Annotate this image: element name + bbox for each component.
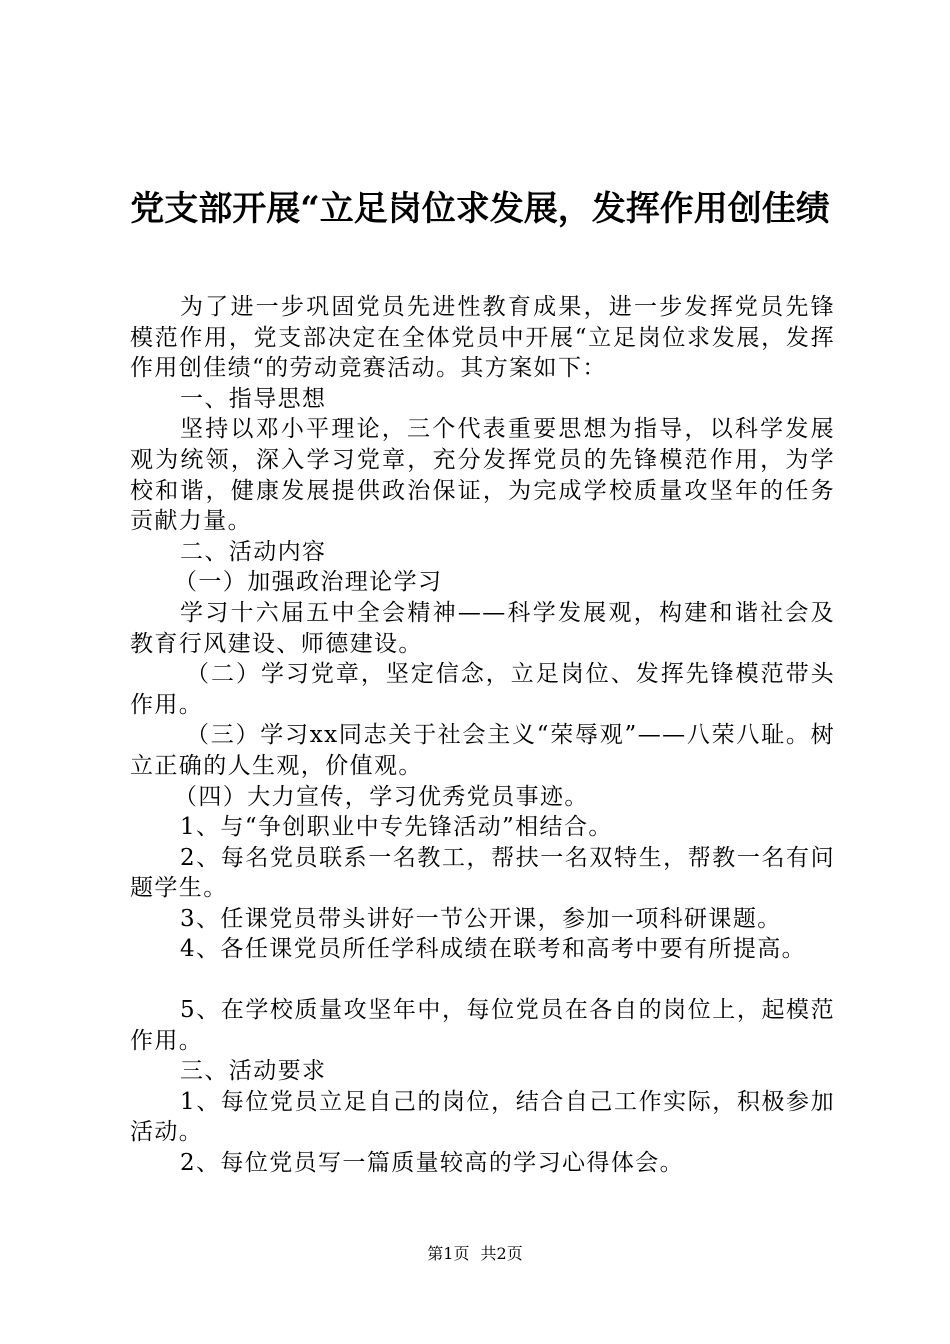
page-number: 第1页	[427, 1244, 470, 1263]
section-heading-activity-content: 二、活动内容	[180, 538, 327, 565]
intro-paragraph: 为了进一步巩固党员先进性教育成果，进一步发挥党员先锋模范作用，党支部决定在全体党员中开展“立足岗位求发展，发挥作用创佳绩“的劳动竞赛活动。其方案如下：	[130, 294, 835, 382]
section-heading-guiding-ideology: 一、指导思想	[180, 385, 327, 412]
list-item-3: 3、任课党员带头讲好一节公开课，参加一项科研课题。	[180, 905, 782, 932]
subsection-3-paragraph: （三）学习xx同志关于社会主义“荣辱观”——八荣八耻。树立正确的人生观，价值观。	[130, 722, 835, 779]
subsection-4-heading: （四）大力宣传，学习优秀党员事迹。	[174, 783, 589, 810]
list-item-5: 5、在学校质量攻坚年中，每位党员在各自的岗位上，起模范作用。	[130, 997, 835, 1054]
section-heading-activity-requirements: 三、活动要求	[180, 1058, 327, 1085]
list-item-4: 4、各任课党员所任学科成绩在联考和高考中要有所提高。	[180, 936, 807, 963]
list-item-1: 1、与“争创职业中专先锋活动”相结合。	[180, 814, 613, 841]
subsection-1-heading: （一）加强政治理论学习	[174, 569, 443, 596]
requirement-item-1: 1、每位党员立足自己的岗位，结合自己工作实际，积极参加活动。	[130, 1088, 835, 1146]
subsection-2-paragraph: （二）学习党章，坚定信念，立足岗位、发挥先锋模范带头作用。	[130, 661, 835, 718]
page-footer	[0, 1244, 950, 1264]
subsection-1-paragraph: 学习十六届五中全会精神——科学发展观，构建和谐社会及教育行风建设、师德建设。	[130, 599, 835, 657]
guiding-ideology-paragraph: 坚持以邓小平理论，三个代表重要思想为指导，以科学发展观为统领，深入学习党章，充分发挥党员的先锋模范作用，为学校和谐，健康发展提供政治保证，为完成学校质量攻坚年的任务贡献力量。	[130, 416, 835, 535]
list-item-2: 2、每名党员联系一名教工，帮扶一名双特生，帮教一名有问题学生。	[130, 844, 835, 902]
document-title: 党支部开展“立足岗位求发展，发挥作用创佳绩	[130, 189, 830, 229]
requirement-item-2: 2、每位党员写一篇质量较高的学习心得体会。	[180, 1150, 685, 1177]
document-body	[130, 292, 835, 1179]
page-total: 共2页	[480, 1244, 523, 1263]
